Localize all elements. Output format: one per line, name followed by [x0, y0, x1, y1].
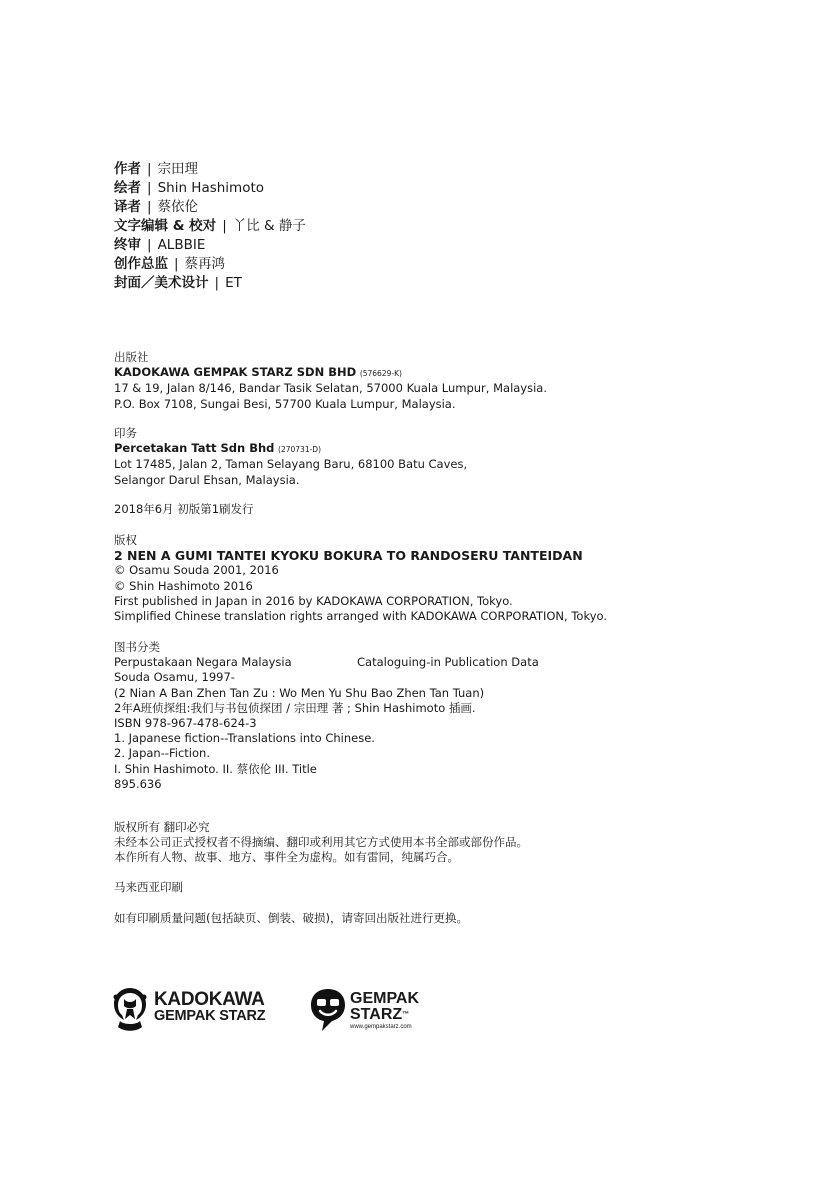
- catalog-heading: 图书分类: [114, 640, 160, 654]
- original-title: 2 NEN A GUMI TANTEI KYOKU BOKURA TO RANDOSERU TANTEIDAN: [114, 548, 583, 564]
- credit-creative-director: 创作总监 | 蔡再鸿: [114, 256, 226, 272]
- credit-editor: 文字编辑 & 校对 | 丫比 & 静子: [114, 218, 306, 234]
- publisher-block: [114, 350, 547, 412]
- credit-illustrator: 绘者 | Shin Hashimoto: [114, 180, 265, 196]
- publisher-logos: [110, 985, 440, 1045]
- publisher-name-line: KADOKAWA GEMPAK STARZ SDN BHD (576629-K): [114, 365, 402, 380]
- catalog-source-right: Cataloguing-in Publication Data: [357, 655, 539, 670]
- printer-heading: 印务: [114, 426, 137, 440]
- printer-name-line: Percetakan Tatt Sdn Bhd (270731-D): [114, 441, 322, 456]
- printer-block: [114, 426, 467, 488]
- catalog-line: Souda Osamu, 1997-: [114, 670, 235, 685]
- rights-line-2: 本作所有人物、故事、地方、事件全为虚构。如有雷同，纯属巧合。: [114, 850, 459, 865]
- catalog-line: ISBN 978-967-478-624-3: [114, 716, 257, 731]
- edition-line: 2018年6月 初版第1刷发行: [114, 502, 254, 516]
- credit-author: 作者 | 宗田理: [114, 161, 199, 177]
- publisher-heading: 出版社: [114, 350, 149, 364]
- credit-translator: 译者 | 蔡依伦: [114, 199, 199, 215]
- catalog-line: 2年A班侦探组:我们与书包侦探团 / 宗田理 著 ; Shin Hashimoto 插画.: [114, 700, 476, 715]
- gempak-wordmark: GEMPAK STARZ™ www.gempakstarz.com: [350, 990, 420, 1030]
- catalog-source-left: Perpustakaan Negara Malaysia: [114, 655, 292, 670]
- catalog-block: [114, 640, 539, 792]
- gempak-url: www.gempakstarz.com: [350, 1024, 412, 1030]
- catalog-line: 895.636: [114, 776, 162, 791]
- gempak-mascot-icon: [308, 985, 348, 1035]
- credit-final-review: 终审 | ALBBIE: [114, 237, 206, 253]
- publisher-address-2: P.O. Box 7108, Sungai Besi, 57700 Kuala Lumpur, Malaysia.: [114, 396, 456, 411]
- printed-in-line: 马来西亚印刷: [114, 880, 183, 894]
- credits-block: [114, 160, 306, 293]
- rights-block: [114, 820, 528, 866]
- catalog-line: 2. Japan--Fiction.: [114, 746, 210, 761]
- catalog-source-row: [114, 655, 539, 670]
- printer-address-1: Lot 17485, Jalan 2, Taman Selayang Baru, 68100 Batu Caves,: [114, 457, 468, 472]
- credit-cover-design: 封面／美术设计 | ET: [114, 275, 242, 291]
- copyright-line: Simplified Chinese translation rights arranged with KADOKAWA CORPORATION, Tokyo.: [114, 609, 607, 624]
- copyright-line: © Osamu Souda 2001, 2016: [114, 563, 279, 578]
- kadokawa-phoenix-icon: [110, 985, 150, 1035]
- copyright-heading: 版权: [114, 533, 137, 547]
- catalog-line: (2 Nian A Ban Zhen Tan Zu : Wo Men Yu Shu Bao Zhen Tan Tuan): [114, 685, 485, 700]
- catalog-line: 1. Japanese fiction--Translations into Chinese.: [114, 731, 375, 746]
- quality-notice: 如有印刷质量问题(包括缺页、倒装、破损)，请寄回出版社进行更换。: [114, 911, 468, 925]
- copyright-line: © Shin Hashimoto 2016: [114, 578, 253, 593]
- copyright-line: First published in Japan in 2016 by KADOKAWA CORPORATION, Tokyo.: [114, 593, 513, 608]
- printer-address-2: Selangor Darul Ehsan, Malaysia.: [114, 472, 300, 487]
- copyright-block: [114, 533, 607, 624]
- publisher-address-1: 17 & 19, Jalan 8/146, Bandar Tasik Selatan, 57000 Kuala Lumpur, Malaysia.: [114, 381, 548, 396]
- kadokawa-wordmark: KADOKAWA GEMPAK STARZ: [154, 989, 266, 1024]
- rights-heading: 版权所有 翻印必究: [114, 820, 210, 834]
- rights-line-1: 未经本公司正式授权者不得摘编、翻印或利用其它方式使用本书全部或部份作品。: [114, 835, 528, 850]
- catalog-line: I. Shin Hashimoto. II. 蔡依伦 III. Title: [114, 761, 317, 776]
